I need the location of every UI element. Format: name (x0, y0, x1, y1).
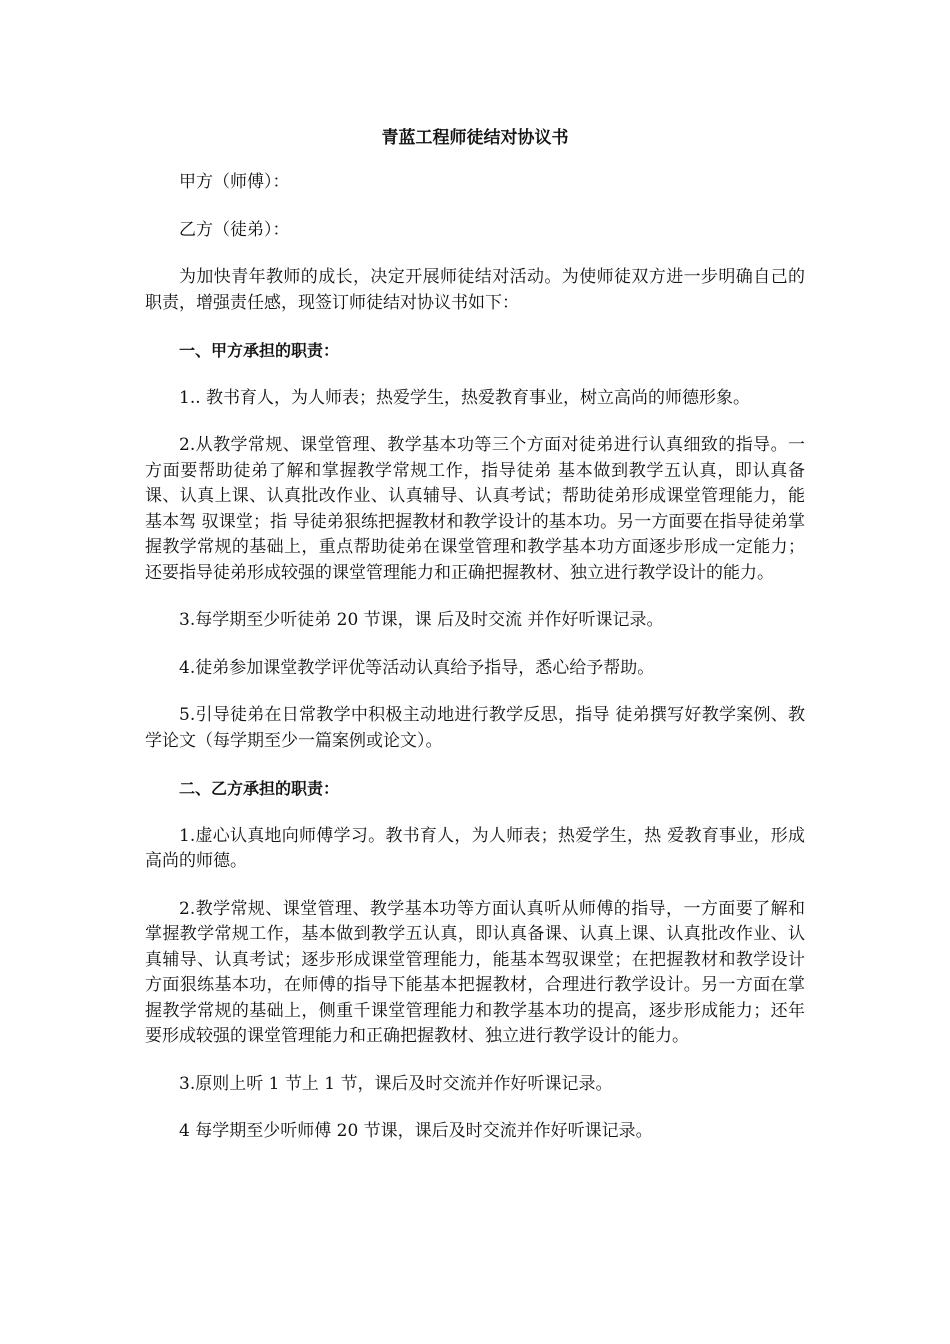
section-b-item-1: 1.虚心认真地向师傅学习。教书育人，为人师表；热爱学生，热 爱教育事业，形成高尚的师德。 (145, 825, 805, 871)
section-a-item-3: 3.每学期至少听徒弟 20 节课，课 后及时交流 并作好听课记录。 (179, 610, 664, 630)
section-b-heading: 二、乙方承担的职责： (179, 779, 340, 798)
section-a-item-4: 4.徒弟参加课堂教学评优等活动认真给予指导，悉心给予帮助。 (179, 657, 655, 678)
party-b-field: 乙方（徒弟）： (179, 219, 290, 240)
section-b-item-4: 4 每学期至少听师傅 20 节课，课后及时交流并作好听课记录。 (179, 1121, 653, 1141)
section-a-heading: 一、甲方承担的职责： (179, 341, 340, 360)
section-a-item-2: 2.从教学常规、课堂管理、教学基本功等三个方面对徒弟进行认真细致的指导。一方面要帮助徒弟了解和掌握教学常规工作，指导徒弟 基本做到教学五认真，即认真备课、认真上课、认真批改作业、认真辅导、认真考试；帮助徒弟形成课堂管理能力，能基本驾 驭课堂；指 导徒弟狠练把握教材和教学设计的基本功。另一方面要在指导徒弟掌握教学常规的基础上，重点帮助徒弟在课堂管理和教学基本功方面逐步形成一定能力；还要指导徒弟形成较强的课堂管理能力和正确把握教材、独立进行教学设计的能力。 (145, 435, 805, 583)
document-title: 青蓝工程师徒结对协议书 (381, 128, 569, 148)
party-a-field: 甲方（师傅）： (179, 172, 290, 192)
document-body (145, 124, 805, 1167)
section-b-item-3: 3.原则上听 1 节上 1 节，课后及时交流并作好听课记录。 (179, 1073, 613, 1094)
section-b-item-2: 2.教学常规、课堂管理、教学基本功等方面认真听从师傅的指导，一方面要了解和掌握教学常规工作，基本做到教学五认真，即认真备课、认真上课、认真批改作业、认真辅导、认真考试；逐步形成课堂管理能力，能基本驾驭课堂；在把握教材和教学设计方面狠练基本功，在师傅的指导下能基本把握教材，合理进行教学设计。另一方面在掌握教学常规的基础上，侧重千课堂管理能力和教学基本功的提高，逐步形成能力；还年要形成较强的课堂管理能力和正确把握教材、独立进行教学设计的能力。 (145, 898, 805, 1046)
section-a-item-5: 5.引导徒弟在日常教学中积极主动地进行教学反思，指导 徒弟撰写好教学案例、教学论文（每学期至少一篇案例或论文）。 (145, 705, 805, 751)
section-a-item-1: 1.. 教书育人，为人师表；热爱学生，热爱教育事业，树立高尚的师德形象。 (179, 387, 751, 408)
intro-paragraph: 为加快青年教师的成长，决定开展师徒结对活动。为使师徒双方进一步明确自己的职责，增强责任感，现签订师徒结对协议书如下： (145, 267, 805, 313)
